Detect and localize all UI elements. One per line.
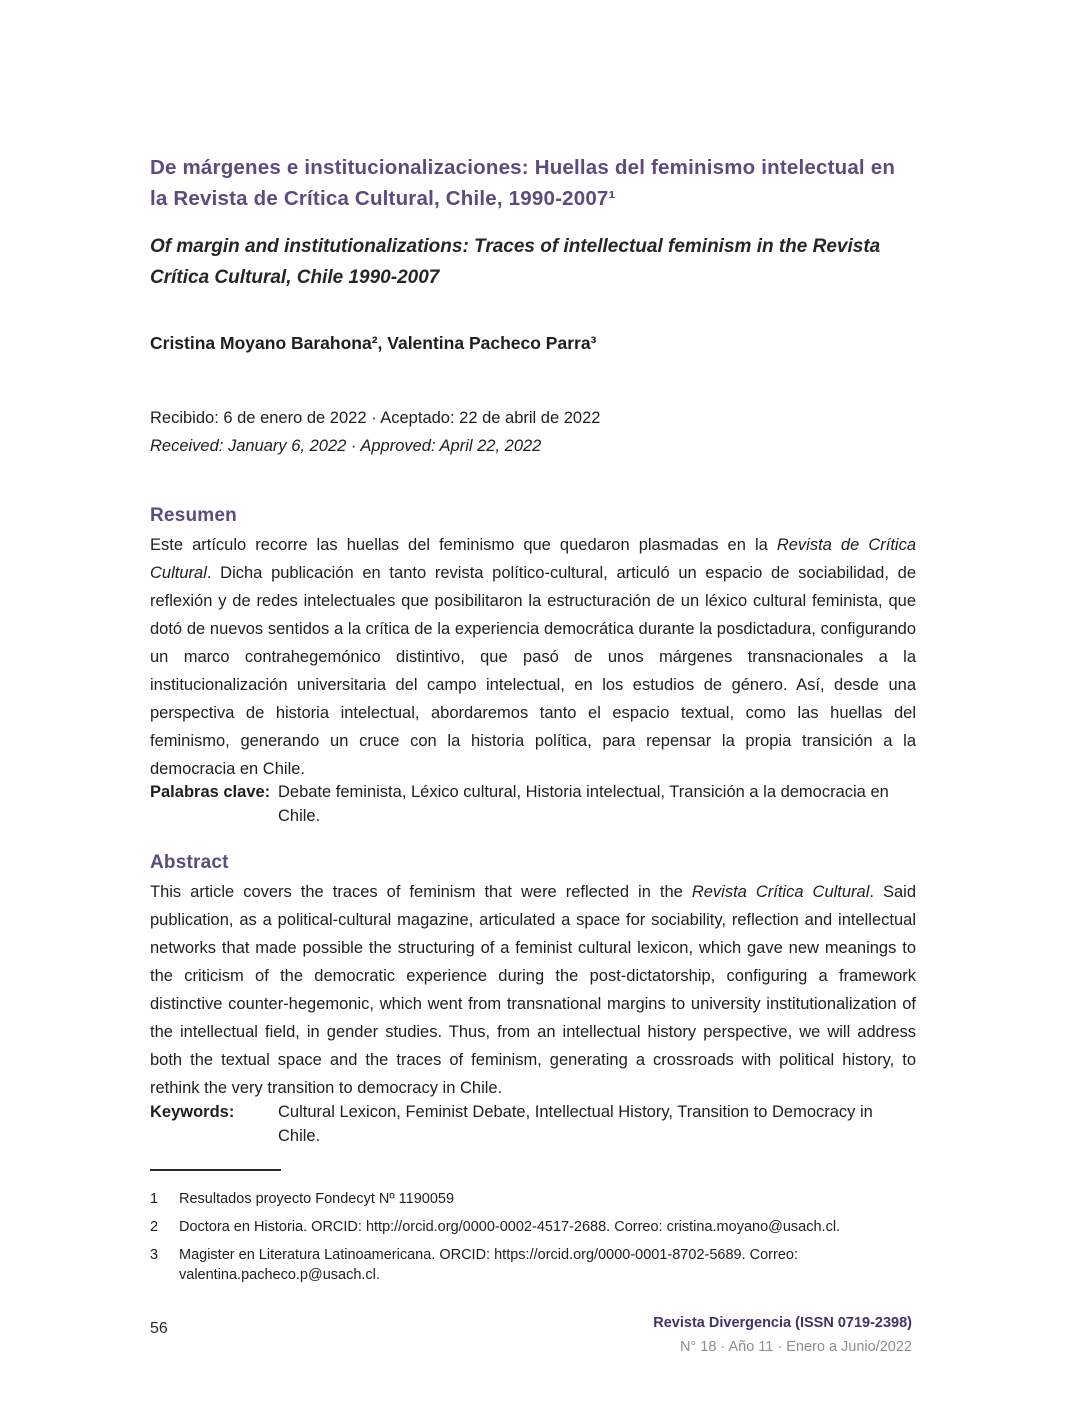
keywords-row — [150, 1100, 916, 1148]
resumen-paragraph: Este artículo recorre las huellas del feminismo que quedaron plasmadas en la Revista de Crítica Cultural. Dicha publicación en tanto revista político-cultural, articuló un espacio de sociabilidad, de reflexión y de redes intelectuales que posibilitaron la estructuración de un léxico cultural feminista, que dotó de nuevos sentidos a la crítica de la experiencia democrática durante la posdictadura, configurando un marco contrahegemónico distintivo, que pasó de unos márgenes transnacionales a la institucionalización universitaria del campo intelectual, en los estudios de género. Así, desde una perspectiva de historia intelectual, abordaremos tanto el espacio textual, como las huellas del feminismo, generando un cruce con la historia política, para repensar la propia transición a la democracia en Chile. — [150, 536, 916, 778]
issue-info: N° 18 · Año 11 · Enero a Junio/2022 — [679, 1339, 912, 1355]
footnote-item — [150, 1189, 916, 1209]
footnote-text: Magister en Literatura Latinoamericana. ORCID: https://orcid.org/0000-0001-8702-5689. Correo: valentina.pacheco.p@usach.cl. — [179, 1247, 798, 1283]
footnote-separator-rule — [150, 1169, 281, 1171]
palabras-clave-row — [150, 780, 916, 828]
footnotes-block — [150, 1189, 916, 1293]
journal-footer — [512, 1311, 912, 1359]
article-title-english: Of margin and institutionalizations: Traces of intellectual feminism in the Revista Crítica Cultural, Chile 1990-2007 — [150, 236, 881, 288]
page-number: 56 — [150, 1320, 168, 1337]
footnote-number: 1 — [150, 1191, 159, 1207]
keywords-label: Keywords: — [150, 1103, 235, 1121]
footnote-number: 3 — [150, 1247, 159, 1263]
palabras-clave-text: Debate feminista, Léxico cultural, Historia intelectual, Transición a la democracia en Chile. — [278, 783, 889, 825]
keywords-text: Cultural Lexicon, Feminist Debate, Intellectual History, Transition to Democracy in Chile. — [278, 1103, 873, 1145]
abstract-paragraph: This article covers the traces of feminism that were reflected in the Revista Crítica Cultural. Said publication, as a political-cultural magazine, articulated a space for sociability, reflection and intellectual networks that made possible the structuring of a feminist cultural lexicon, which gave new meanings to the criticism of the democratic experience during the post-dictatorship, configuring a framework distinctive counter-hegemonic, which went from transnational margins to university institutionalization of the intellectual field, in gender studies. Thus, from an intellectual history perspective, we will address both the textual space and the traces of feminism, generating a crossroads with political history, to rethink the very transition to democracy in Chile. — [150, 883, 917, 1097]
footnote-item — [150, 1217, 916, 1237]
journal-name-issn: Revista Divergencia (ISSN 0719-2398) — [653, 1315, 912, 1331]
dates-block — [150, 404, 916, 460]
resumen-heading: Resumen — [150, 505, 237, 526]
footnote-number: 2 — [150, 1219, 159, 1235]
received-approved-english: Received: January 6, 2022 · Approved: April 22, 2022 — [150, 437, 542, 455]
abstract-heading: Abstract — [150, 852, 229, 873]
article-title-spanish: De márgenes e institucionalizaciones: Huellas del feminismo intelectual en la Revista de Crítica Cultural, Chile, 1990-2007¹ — [150, 156, 896, 210]
footnote-item — [150, 1245, 916, 1285]
palabras-clave-label: Palabras clave: — [150, 783, 271, 801]
footnote-text: Doctora en Historia. ORCID: http://orcid.org/0000-0002-4517-2688. Correo: cristina.moyano@usach.cl. — [179, 1219, 841, 1235]
received-accepted-spanish: Recibido: 6 de enero de 2022 · Aceptado: 22 de abril de 2022 — [150, 409, 601, 427]
footnote-text: Resultados proyecto Fondecyt Nº 1190059 — [179, 1191, 455, 1207]
authors-line: Cristina Moyano Barahona², Valentina Pacheco Parra³ — [150, 333, 597, 353]
